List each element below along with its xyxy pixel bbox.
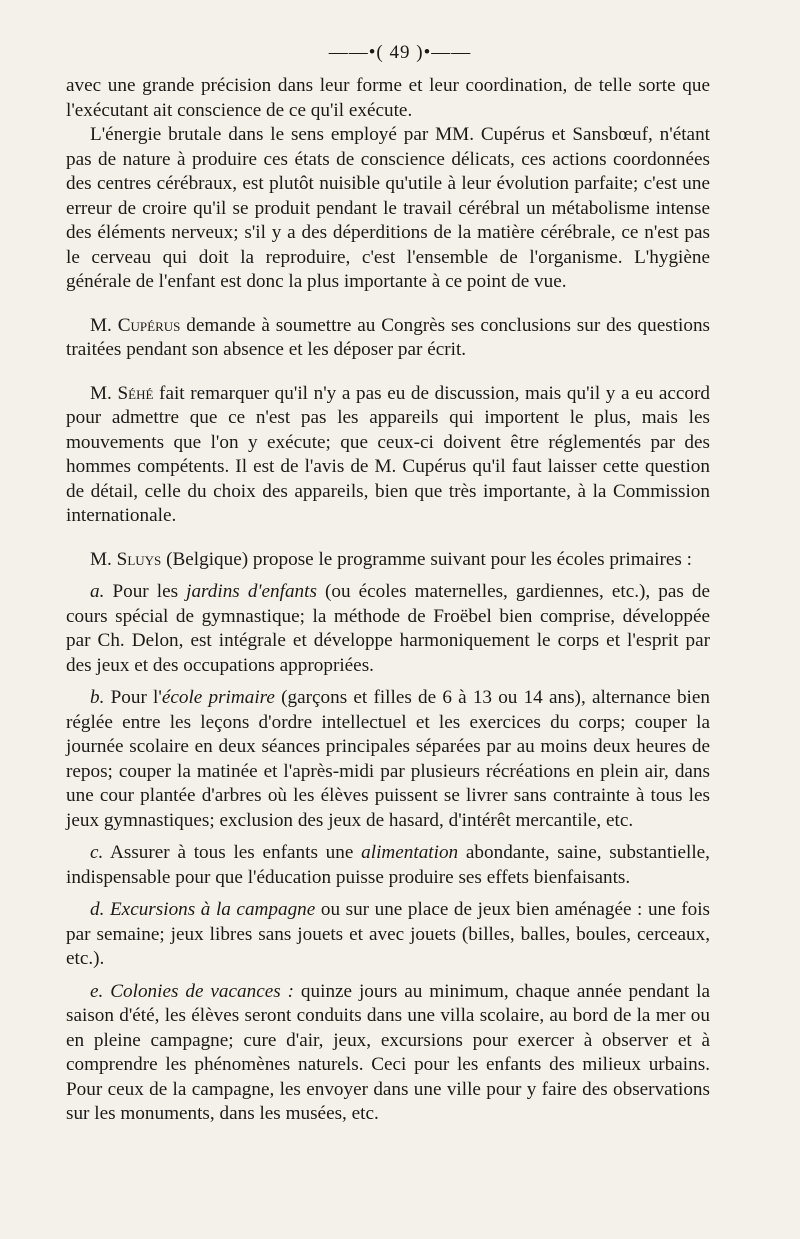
speaker-name-sluys: Sluys bbox=[116, 548, 162, 570]
item-emphasis: Excursions à la campagne bbox=[104, 899, 316, 920]
list-item-b bbox=[66, 686, 710, 833]
list-item-c bbox=[66, 841, 710, 890]
paragraph-text: (Belgique) propose le programme suivant pour les écoles primaires : bbox=[161, 548, 692, 570]
list-item-e bbox=[66, 980, 710, 1127]
speaker-prefix: M. bbox=[90, 548, 117, 570]
item-text: abondante, saine, substantielle, indispensable pour que l'éducation puisse produire ses effets bienfaisants. bbox=[66, 842, 710, 888]
list-item-d bbox=[66, 898, 710, 972]
item-label: d. bbox=[90, 899, 105, 920]
item-label: b. bbox=[90, 687, 105, 708]
item-text: (garçons et filles de 6 à 13 ou 14 ans), alternance bien réglée entre les leçons d'ordre intellectuel et les exercices du corps; couper la journée scolaire en deux séances principales séparées par au moins deux heures de repos; couper la matinée et l'après-midi par plusieurs récréations en plein air, dans une cour plantée d'arbres où les élèves puissent se livrer sans contrainte à tous les jeux gymnastiques; exclusion des jeux de hasard, d'intérêt mercantile, etc. bbox=[66, 687, 710, 831]
speaker-prefix: M. bbox=[90, 382, 118, 404]
paragraph-text: demande à soumettre au Congrès ses conclusions sur des questions traitées pendant son absence et les déposer par écrit. bbox=[66, 314, 710, 360]
paragraph-cuperus bbox=[66, 314, 710, 363]
item-emphasis: Colonies de vacances : bbox=[103, 980, 295, 1002]
paragraph-energie: L'énergie brutale dans le sens employé par MM. Cupérus et Sansbœuf, n'étant pas de nature à produire ces états de conscience délicats, ces actions coordonnées des centres cérébraux, est plutôt nuisible qu'utile à leur évolution parfaite; c'est une erreur de croire qu'il se produit pendant le travail cérébral un métabolisme intense des éléments nerveux; s'il y a des déperditions de la matière cérébrale, ce n'est pas le cerveau qui doit la reproduire, c'est l'ensemble de l'organisme. L'hygiène générale de l'enfant est donc la plus importante à ce point de vue. bbox=[66, 124, 710, 292]
speaker-prefix: M. bbox=[90, 314, 118, 336]
item-text: Pour les bbox=[104, 581, 187, 602]
item-text: quinze jours au minimum, chaque année pendant la saison d'été, les élèves seront conduits dans une villa scolaire, au bord de la mer ou en pleine campagne; cure d'air, jeux, excursions pour exercer à observer et à comprendre les phénomènes naturels. Ceci pour les enfants des milieux urbains. Pour ceux de la campagne, les envoyer dans une ville pour y faire des observations sur les monuments, dans les musées, etc. bbox=[66, 980, 710, 1124]
item-emphasis: jardins d'enfants bbox=[186, 581, 317, 602]
speaker-name-sehe: Séhé bbox=[117, 382, 154, 404]
page-body bbox=[66, 74, 710, 1127]
paragraph-sehe bbox=[66, 382, 710, 529]
item-text: Assurer à tous les enfants une bbox=[103, 842, 362, 863]
paragraph-continuation: avec une grande précision dans leur forme et leur coordination, de telle sorte que l'exécutant ait conscience de ce qu'il exécute. bbox=[66, 75, 710, 121]
item-text: Pour l' bbox=[104, 687, 162, 708]
item-label: c. bbox=[90, 842, 104, 863]
item-label: a. bbox=[90, 581, 105, 602]
item-text: ou sur une place de jeux bien aménagée : une fois par semaine; jeux libres sans jouets et avec jouets (billes, balles, boules, cerceaux, etc.). bbox=[66, 899, 710, 969]
item-text: (ou écoles maternelles, gardiennes, etc.), pas de cours spécial de gymnastique; la méthode de Froëbel bien comprise, développée par Ch. Delon, est intégrale et développe harmoniquement le corps et l'esprit par des jeux et des occupations appropriées. bbox=[66, 581, 710, 676]
item-emphasis: alimentation bbox=[361, 842, 459, 863]
paragraph-sluys bbox=[66, 548, 710, 573]
speaker-name-cuperus: Cupérus bbox=[117, 314, 181, 336]
page-number: ——•( 49 )•—— bbox=[328, 42, 472, 63]
item-label: e. bbox=[90, 980, 104, 1002]
item-emphasis: école primaire bbox=[161, 687, 275, 708]
paragraph-text: fait remarquer qu'il n'y a pas eu de discussion, mais qu'il y a eu accord pour admettre que ce n'est pas les appareils qui importent le plus, mais les mouvements que l'on y exécute; que ceux-ci doivent être réglementés par des hommes compétents. Il est de l'avis de M. Cupérus qu'il faut laisser cette question de détail, celle du choix des appareils, bien que très importante, à la Commission internationale. bbox=[66, 382, 711, 526]
list-item-a bbox=[66, 580, 710, 678]
